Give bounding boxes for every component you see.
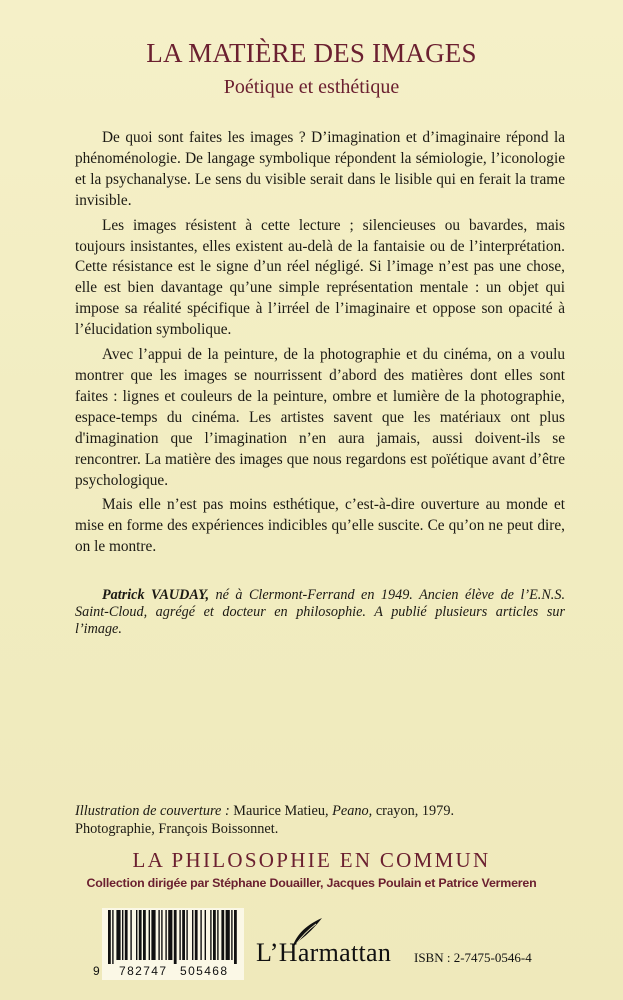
- barcode-bar: [165, 910, 166, 960]
- barcode-bar: [210, 910, 211, 960]
- blurb-paragraph: Avec l’appui de la peinture, de la photographie et du cinéma, on a voulu montrer que les images se nourrissent d’abord des matières dont elles sont faites : lignes et couleurs de la peinture, ombre et lumière de la photographie, espace-temps du cinéma. Les artistes savent que les matériaux ont plus d'imagination que l’imagination n’en aura jamais, aussi doivent-ils se rencontrer. La matière des images que nous regardons est poïétique avant d’être psychologique.: [75, 346, 565, 489]
- barcode-bar: [122, 910, 123, 960]
- barcode-bar: [195, 910, 198, 960]
- barcode-bar: [231, 910, 232, 960]
- barcode-bar: [182, 910, 185, 960]
- barcode-bar: [158, 910, 159, 960]
- barcode-bar: [149, 910, 150, 960]
- barcode-bar: [151, 910, 155, 960]
- barcode: [93, 908, 244, 980]
- barcode-digits-right: 505468: [180, 964, 229, 978]
- illustration-label: Illustration de couverture :: [75, 803, 230, 819]
- illustration-details: crayon, 1979.: [372, 803, 455, 819]
- photo-credit: Photographie, François Boissonnet.: [75, 821, 279, 837]
- illustration-artist: Maurice Matieu,: [229, 803, 333, 819]
- barcode-bar: [221, 910, 224, 960]
- author-bio: [75, 587, 565, 638]
- barcode-bar: [205, 910, 206, 960]
- barcode-bar: [174, 910, 177, 964]
- barcode-bar: [186, 910, 187, 960]
- barcode-bar: [226, 910, 230, 960]
- barcode-bar: [143, 910, 146, 960]
- barcode-bar: [161, 910, 162, 960]
- barcode-bar: [213, 910, 216, 960]
- barcode-bar: [125, 910, 128, 960]
- blurb-paragraph: Mais elle n’est pas moins esthétique, c’est-à-dire ouverture au monde et mise en forme des expériences indicibles qu’elle suscite. Ce qu’on ne peut dire, on le montre.: [75, 496, 565, 556]
- author-bio-text: né à Clermont-Ferrand en 1949. Ancien élève de l’E.N.S. Saint-Cloud, agrégé et docteur en philosophie. A publié plusieurs articles sur l’image.: [75, 587, 565, 637]
- barcode-bar: [217, 910, 218, 960]
- barcode-digit-lead: 9: [93, 964, 100, 978]
- publisher-logo: [256, 920, 406, 980]
- barcode-bar: [130, 910, 131, 960]
- barcode-digits-left: 782747: [119, 964, 168, 978]
- barcode-bar: [179, 910, 180, 960]
- isbn: ISBN : 2-7475-0546-4: [414, 950, 532, 965]
- barcode-bar: [200, 910, 201, 960]
- book-subtitle: Poétique et esthétique: [223, 76, 400, 98]
- blurb-paragraph: De quoi sont faites les images ? D’imagination et d’imaginaire répond la phénoménologie. De langage symbolique répondent la sémiologie, l’iconologie et la psychanalyse. Le sens du visible serait dans le lisible qui en ferait la trame invisible.: [75, 129, 565, 209]
- series-directors: Collection dirigée par Stéphane Douailler, Jacques Poulain et Patrice Vermeren: [86, 876, 537, 890]
- illustration-credit: [75, 802, 565, 820]
- barcode-bar: [116, 910, 120, 960]
- barcode-bar: [136, 910, 137, 960]
- barcode-bar: [234, 910, 237, 964]
- blurb-paragraph: Les images résistent à cette lecture ; silencieuses ou bavardes, mais toujours insistantes, elles existent au-delà de la fantaisie ou de l’interprétation. Cette résistance est le signe d’un réel négligé. Si l’image n’est pas une chose, elle est bien davantage qu’une simple représentation mentale : un objet qui impose sa réalité spécifique à l’irréel de l’imaginaire et oppose son opacité à l’élucidation symbolique.: [75, 216, 565, 339]
- barcode-bar: [139, 910, 142, 960]
- barcode-bars: [108, 910, 238, 964]
- barcode-bar: [112, 910, 113, 964]
- barcode-bar: [168, 910, 172, 960]
- cover-credits: [75, 802, 565, 838]
- barcode-bar: [192, 910, 193, 960]
- illustration-work: Peano,: [332, 803, 373, 819]
- publisher-name: L’Harmattan: [256, 938, 392, 967]
- barcode-bar: [108, 910, 111, 964]
- blurb: [75, 128, 565, 562]
- author-name: Patrick VAUDAY,: [102, 587, 209, 603]
- book-title: LA MATIÈRE DES IMAGES: [146, 38, 477, 68]
- series-name: LA PHILOSOPHIE EN COMMUN: [132, 848, 491, 872]
